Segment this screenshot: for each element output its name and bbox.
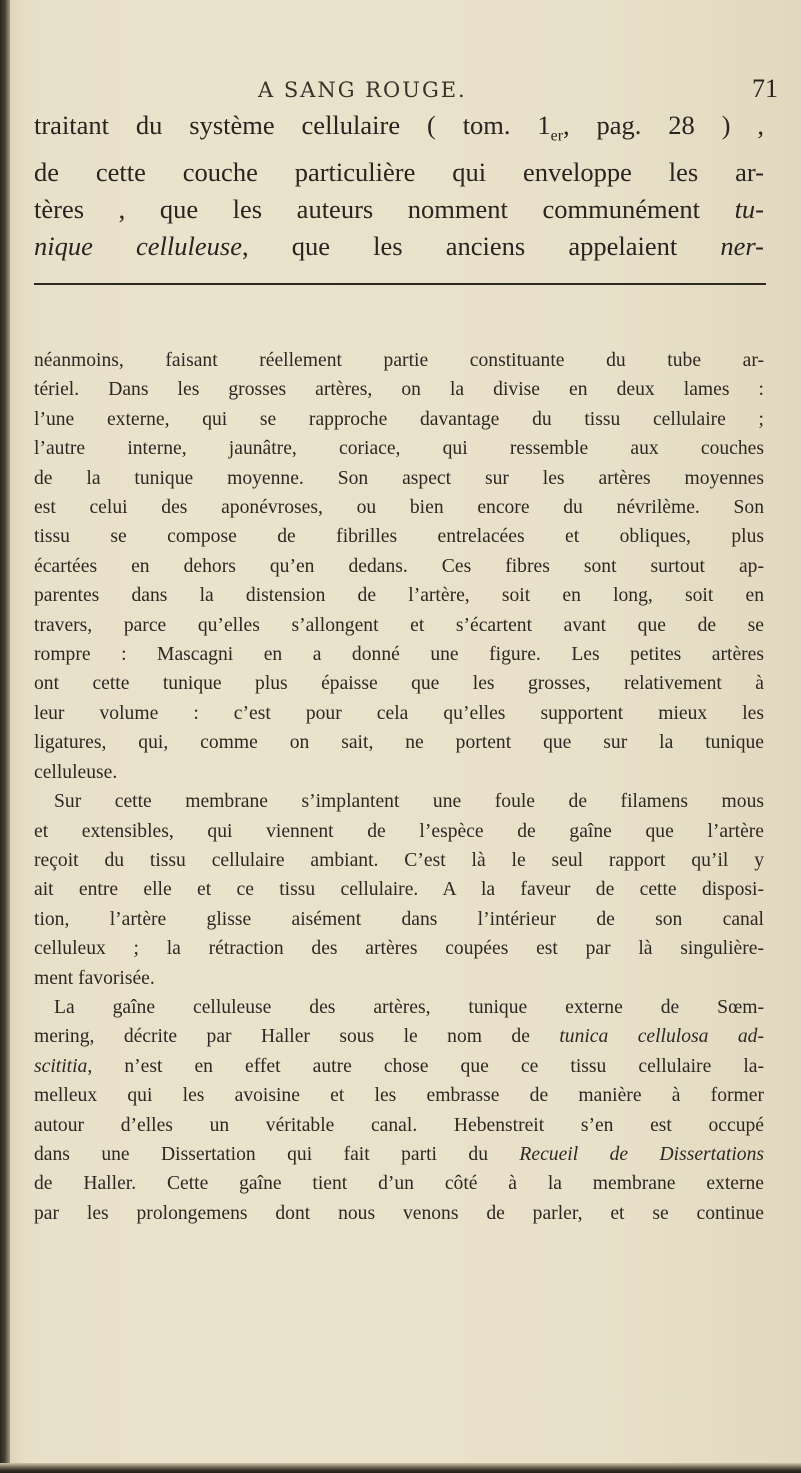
footnote-line: tissu se compose de fibrilles entrelacées et obliques, plus — [34, 526, 764, 548]
footnote-line: Sur cette membrane s’implantent une foule de filamens mous — [54, 791, 764, 813]
footnote-line: l’une externe, qui se rapproche davantage du tissu cellulaire ; — [34, 408, 764, 430]
footnote — [34, 346, 764, 1228]
page-bottom-edge — [0, 1463, 801, 1473]
main-text-line: tères , que les auteurs nomment communément tu- — [34, 194, 764, 225]
main-text-line: de cette couche particulière qui enveloppe les ar- — [34, 157, 764, 188]
footnote-line: celluleux ; la rétraction des artères coupées est par là singulière- — [34, 938, 764, 960]
footnote-line: dans une Dissertation qui fait parti du Recueil de Dissertations — [34, 1143, 764, 1165]
footnote-line: néanmoins, faisant réellement partie constituante du tube ar- — [34, 350, 764, 371]
footnote-line: l’autre interne, jaunâtre, coriace, qui ressemble aux couches — [34, 438, 764, 460]
footnote-line: ligatures, qui, comme on sait, ne portent que sur la tunique — [34, 732, 764, 754]
page-number: 71 — [752, 74, 778, 103]
footnote-line: leur volume : c’est pour cela qu’elles supportent mieux les — [34, 702, 764, 724]
footnote-line: de la tunique moyenne. Son aspect sur les artères moyennes — [34, 467, 764, 489]
footnote-line: mering, décrite par Haller sous le nom de tunica cellulosa ad- — [34, 1026, 764, 1048]
footnote-line: tion, l’artère glisse aisément dans l’intérieur de son canal — [34, 908, 764, 930]
footnote-line: rompre : Mascagni en a donné une figure. Les petites artères — [34, 644, 764, 666]
footnote-line: reçoit du tissu cellulaire ambiant. C’est là le seul rapport qu’il y — [34, 849, 764, 871]
footnote-line: de Haller. Cette gaîne tient d’un côté à la membrane externe — [34, 1173, 764, 1195]
footnote-line: ait entre elle et ce tissu cellulaire. A la faveur de cette disposi- — [34, 879, 764, 901]
footnote-line: La gaîne celluleuse des artères, tunique externe de Sœm- — [54, 996, 764, 1018]
main-text-line: nique celluleuse, que les anciens appelaient ner- — [34, 231, 764, 262]
footnote-line: melleux qui les avoisine et les embrasse de manière à former — [34, 1085, 764, 1107]
main-text — [34, 107, 764, 265]
page-binding-edge — [0, 0, 10, 1473]
footnote-line: par les prolongemens dont nous venons de parler, et se continue — [34, 1202, 764, 1224]
footnote-line: écartées en dehors qu’en dedans. Ces fibres sont surtout ap- — [34, 555, 764, 577]
footnote-line: tériel. Dans les grosses artères, on la divise en deux lames : — [34, 379, 764, 401]
footnote-line: travers, parce qu’elles s’allongent et s’écartent avant que de se — [34, 614, 764, 636]
footnote-line: est celui des aponévroses, ou bien encore du névrilème. Son — [34, 497, 764, 519]
footnote-line: et extensibles, qui viennent de l’espèce de gaîne que l’artère — [34, 820, 764, 842]
footnote-line: autour d’elles un véritable canal. Hebenstreit s’en est occupé — [34, 1114, 764, 1136]
footnote-line: parentes dans la distension de l’artère, soit en long, soit en — [34, 585, 764, 607]
footnote-separator-rule — [34, 283, 766, 285]
footnote-line: ment favorisée. — [34, 967, 155, 989]
footnote-line: ont cette tunique plus épaisse que les grosses, relativement à — [34, 673, 764, 695]
footnote-line: scititia, n’est en effet autre chose que ce tissu cellulaire la- — [34, 1055, 764, 1077]
running-head-title: A SANG ROUGE. — [258, 78, 467, 102]
main-text-line: traitant du système cellulaire ( tom. $1_{er}$, pag. 28 ) , — [34, 110, 764, 145]
footnote-line: celluleuse. — [34, 761, 118, 783]
